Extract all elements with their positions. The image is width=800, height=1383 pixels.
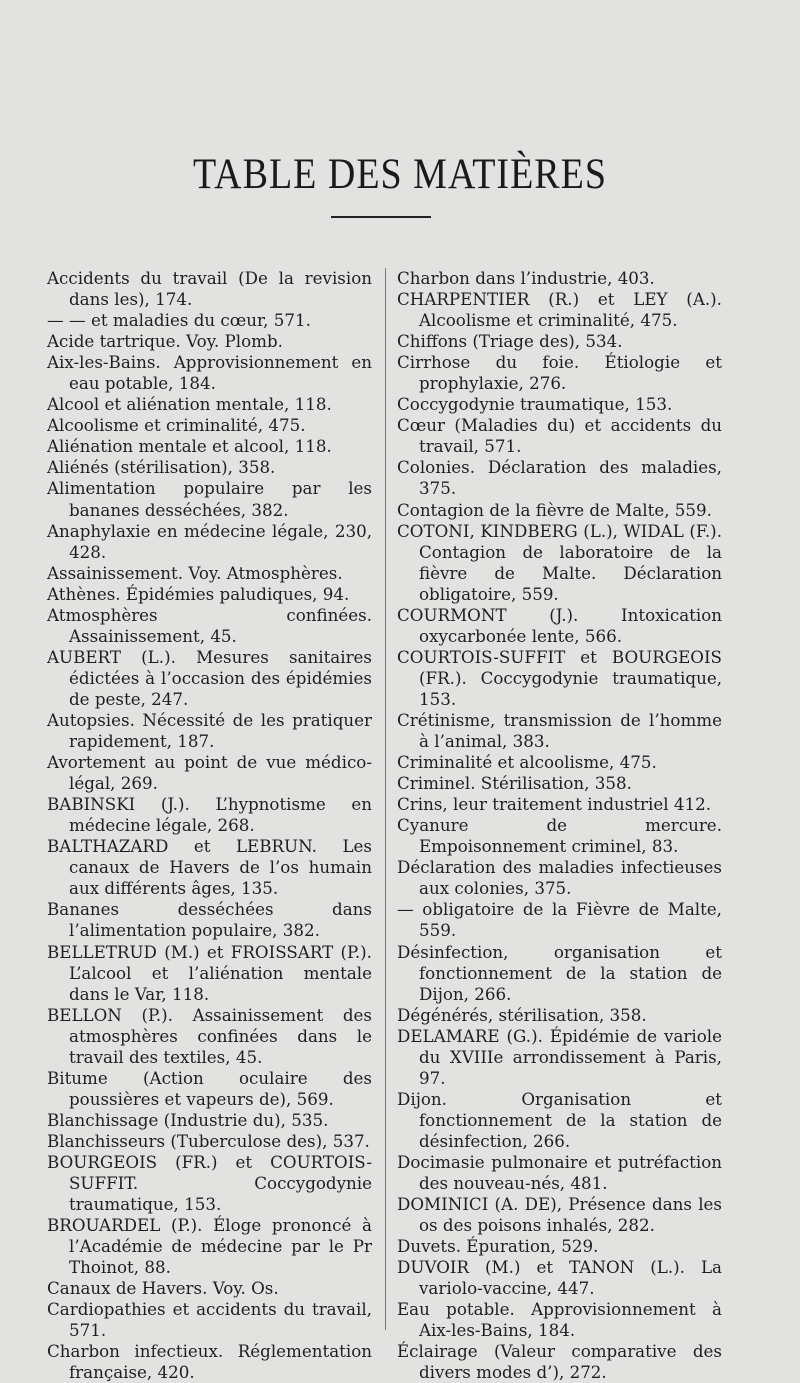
index-entry: Dijon. Organisation et fonctionnement de la station de désinfection, 266. — [397, 1088, 722, 1151]
index-entry: Duvets. Épuration, 529. — [397, 1236, 599, 1257]
index-entry: Criminalité et alcoolisme, 475. — [397, 752, 657, 773]
index-entry: Atmosphères confinées. Assainissement, 45. — [47, 604, 372, 646]
index-entry: Crétinisme, transmission de l’homme à l’animal, 383. — [397, 709, 722, 752]
index-entry: CHARPENTIER (R.) et LEY (A.). Alcoolisme et criminalité, 475. — [397, 289, 722, 331]
title-rule — [331, 216, 431, 218]
index-entry: Charbon dans l’industrie, 403. — [397, 268, 655, 288]
index-entry: Désinfection, organisation et fonctionnement de la station de Dijon, 266. — [397, 941, 722, 1004]
column-divider — [385, 268, 386, 1330]
index-entry: Accidents du travail (De la revision dans les), 174. — [47, 268, 372, 310]
index-entry: BOURGEOIS (FR.) et COURTOIS-SUFFIT. Coccygodynie traumatique, 153. — [47, 1151, 372, 1215]
index-entry: Athènes. Épidémies paludiques, 94. — [47, 583, 350, 604]
index-entry: Bananes desséchées dans l’alimentation populaire, 382. — [47, 899, 372, 941]
index-entry: Canaux de Havers. Voy. Os. — [47, 1278, 279, 1299]
index-entry: DUVOIR (M.) et TANON (L.). La variolo-vaccine, 447. — [397, 1257, 722, 1299]
index-entry: Crins, leur traitement industriel 412. — [397, 794, 712, 815]
index-entry: Coccygodynie traumatique, 153. — [397, 394, 673, 415]
index-entry: Cirrhose du foie. Étiologie et prophylaxie, 276. — [397, 352, 722, 394]
index-entry: — obligatoire de la Fièvre de Malte, 559. — [397, 899, 722, 941]
right-column — [397, 268, 722, 1383]
index-entry: Dégénérés, stérilisation, 358. — [397, 1004, 647, 1025]
index-entry: COTONI, KINDBERG (L.), WIDAL (F.). Contagion de laboratoire de la fièvre de Malte. Déclaration obligatoire, 559. — [397, 520, 722, 604]
index-entry: Aix-les-Bains. Approvisionnement en eau potable, 184. — [47, 352, 372, 394]
index-entry: Acide tartrique. Voy. Plomb. — [47, 331, 283, 352]
index-entry: BELLON (P.). Assainissement des atmosphères confinées dans le travail des textiles, 45. — [47, 1004, 372, 1067]
index-entry: Colonies. Déclaration des maladies, 375. — [397, 457, 722, 499]
index-entry: DELAMARE (G.). Épidémie de variole du XVIIIe arrondissement à Paris, 97. — [397, 1025, 722, 1088]
page-title: TABLE DES MATIÈRES — [193, 149, 607, 199]
index-entry: Anaphylaxie en médecine légale, 230, 428. — [47, 520, 372, 562]
index-entry: Docimasie pulmonaire et putréfaction des nouveau-nés, 481. — [397, 1151, 722, 1194]
index-entry: Blanchissage (Industrie du), 535. — [47, 1109, 329, 1130]
index-entry: Éclairage (Valeur comparative des divers modes d’), 272. — [397, 1341, 722, 1383]
index-entry: — — et maladies du cœur, 571. — [47, 310, 311, 331]
index-entry: BELLETRUD (M.) et FROISSART (P.). L’alcool et l’aliénation mentale dans le Var, 118. — [47, 941, 372, 1004]
index-entry: Charbon infectieux. Réglementation française, 420. — [47, 1341, 372, 1383]
index-entry: Criminel. Stérilisation, 358. — [397, 773, 632, 794]
left-column — [47, 268, 372, 1383]
index-entry: Déclaration des maladies infectieuses aux colonies, 375. — [397, 857, 722, 899]
index-entry: Alcoolisme et criminalité, 475. — [47, 415, 306, 436]
index-entry: DOMINICI (A. DE), Présence dans les os des poisons inhalés, 282. — [397, 1194, 722, 1236]
index-entry: Assainissement. Voy. Atmosphères. — [47, 562, 343, 583]
index-entry: BALTHAZARD et LEBRUN. Les canaux de Havers de l’os humain aux différents âges, 135. — [47, 836, 372, 899]
index-entry: Bitume (Action oculaire des poussières et vapeurs de), 569. — [47, 1067, 372, 1109]
index-entry: Cardiopathies et accidents du travail, 571. — [47, 1299, 372, 1341]
index-entry: COURTOIS-SUFFIT et BOURGEOIS (FR.). Coccygodynie traumatique, 153. — [397, 646, 722, 709]
index-entry: Autopsies. Nécessité de les pratiquer rapidement, 187. — [47, 709, 372, 752]
index-entry: Cœur (Maladies du) et accidents du travail, 571. — [397, 415, 722, 457]
index-entry: Aliénés (stérilisation), 358. — [47, 457, 276, 478]
index-entry: Aliénation mentale et alcool, 118. — [47, 436, 332, 457]
index-entry: BABINSKI (J.). L’hypnotisme en médecine légale, 268. — [47, 794, 372, 836]
index-entry: Cyanure de mercure. Empoisonnement criminel, 83. — [397, 815, 722, 857]
index-entry: Avortement au point de vue médico-légal, 269. — [47, 752, 372, 794]
index-entry: Blanchisseurs (Tuberculose des), 537. — [47, 1130, 370, 1151]
index-entry: COURMONT (J.). Intoxication oxycarbonée lente, 566. — [397, 604, 722, 646]
index-entry: Contagion de la fièvre de Malte, 559. — [397, 499, 712, 520]
index-entry: Chiffons (Triage des), 534. — [397, 331, 623, 352]
index-entry: Alimentation populaire par les bananes desséchées, 382. — [47, 478, 372, 520]
index-entry: BROUARDEL (P.). Éloge prononcé à l’Académie de médecine par le Pr Thoinot, 88. — [47, 1215, 372, 1278]
index-entry: Alcool et aliénation mentale, 118. — [47, 394, 332, 415]
index-entry: Eau potable. Approvisionnement à Aix-les-Bains, 184. — [397, 1299, 722, 1341]
index-entry: AUBERT (L.). Mesures sanitaires édictées à l’occasion des épidémies de peste, 247. — [47, 646, 372, 709]
